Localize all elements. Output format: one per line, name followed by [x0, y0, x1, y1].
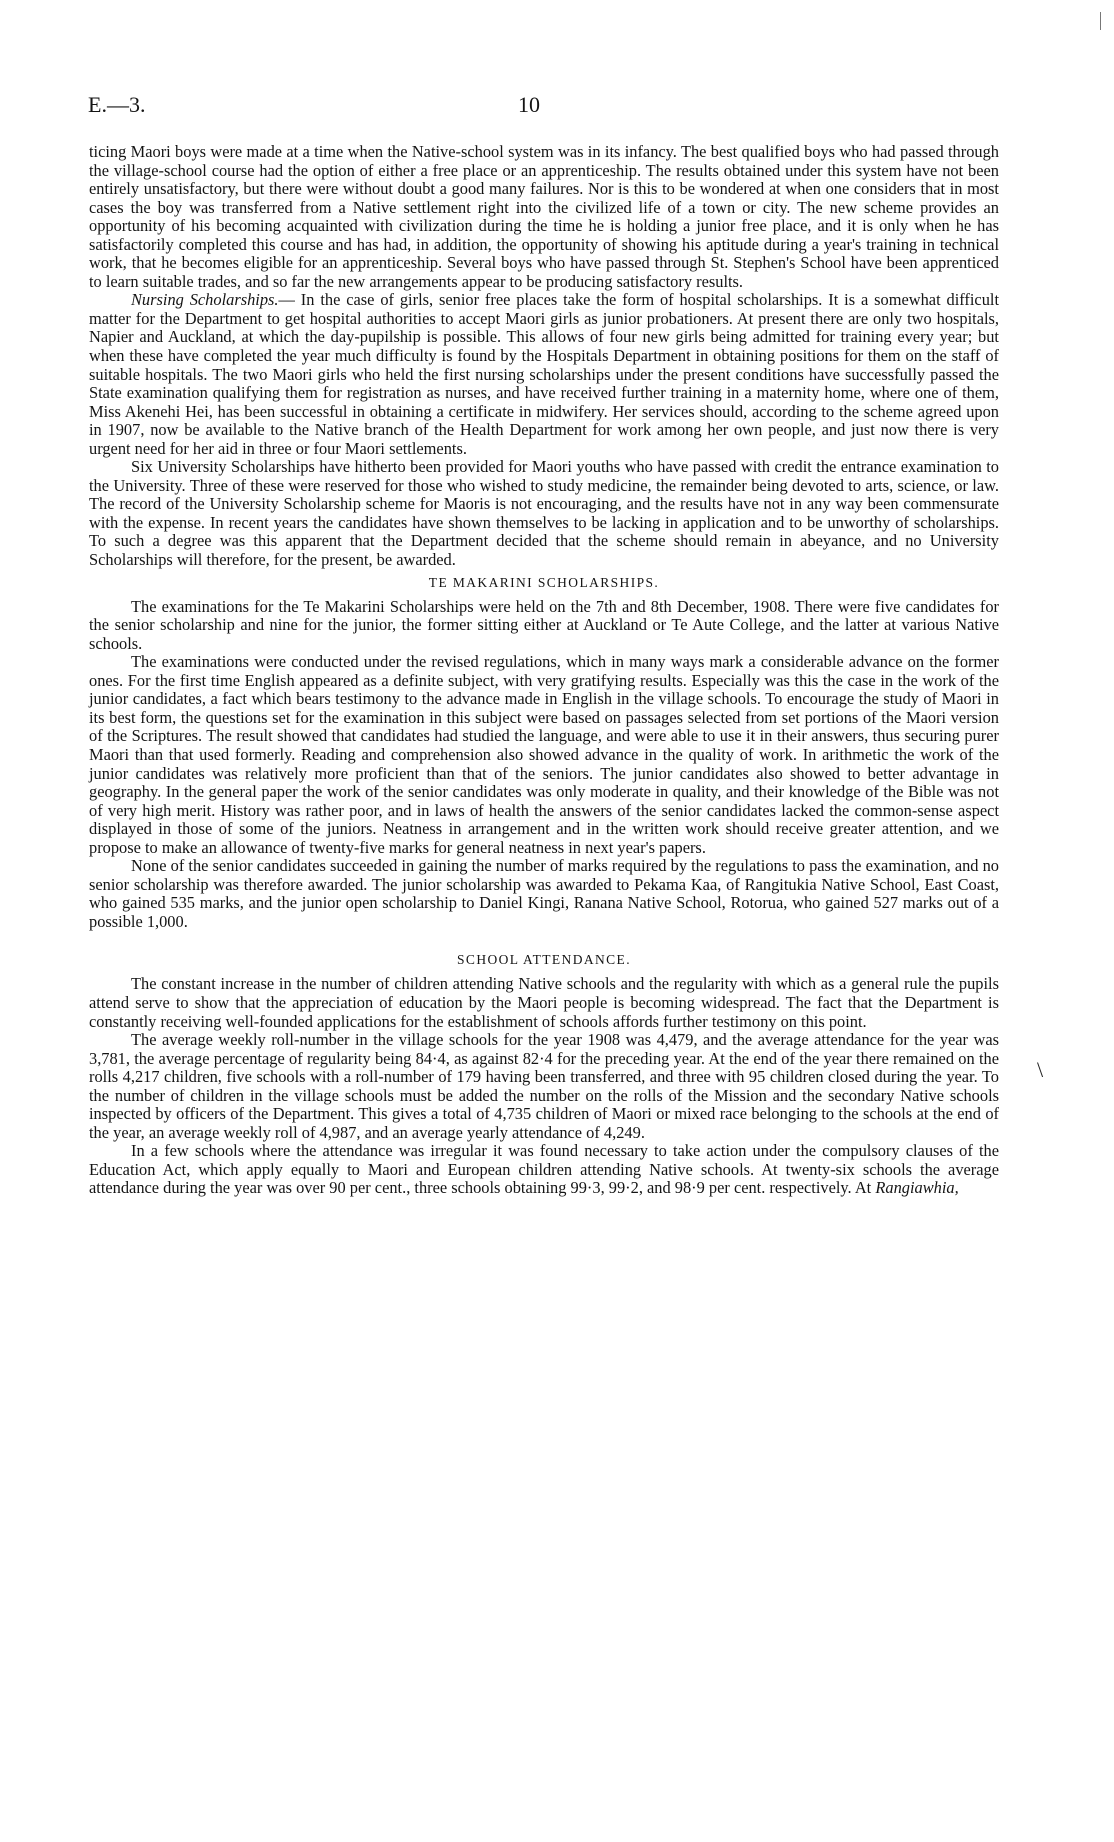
heading-te-makarini-scholarships: TE MAKARINI SCHOLARSHIPS. [428, 574, 660, 590]
paragraph-te-makarini-regulations: The examinations were conducted under the revised regulations, which in many ways mark a considerable advance on the former ones. For the first time English appeared as a definite subject, with very gratifying results. Especially was this the case in the work of the junior candidates, a fact which bears testimony to the advance made in English in the village schools. To encourage the study of Maori in its best form, the questions set for the examination in this subject were based on passages selected from set portions of the Maori version of the Scriptures. The result showed that candidates had studied the language, and were able to use it in their answers, thus securing purer Maori than that used formerly. Reading and comprehension also showed advance in the quality of work. In arithmetic the work of the junior candidates was relatively more proficient than that of the seniors. The junior candidates also showed to better advantage in geography. In the general paper the work of the senior candidates was only moderate in quality, and their knowledge of the Bible was not of very high merit. History was rather poor, and in laws of health the answers of the senior candidates lacked the common-sense aspect displayed in those of some of the juniors. Neatness in arrangement and in the written work should receive greater attention, and we propose to make an allowance of twenty-five marks for general neatness in next year's papers. [89, 652, 999, 857]
paragraph-te-makarini-exams: The examinations for the Te Makarini Scholarships were held on the 7th and 8th December, 1908. There were five candidates for the senior scholarship and nine for the junior, the former sitting either at Auckland or Te Aute College, and the latter at various Native schools. [89, 596, 999, 653]
page-edge-mark [1100, 12, 1101, 30]
nursing-scholarships-lead: Nursing Scholarships. [131, 290, 279, 310]
page-number: 10 [518, 92, 540, 117]
attendance-compulsory-text: In a few schools where the attendance was irregular it was found necessary to take action under the compulsory clauses of the Education Act, which apply equally to Maori and European children attending Native schools. At twenty-six schools the average attendance during the year was over 90 per cent., three schools obtaining 99·3, 99·2, and 98·9 per cent. respectively. At [89, 1141, 999, 1198]
paragraph-te-makarini-results: None of the senior candidates succeeded in gaining the number of marks required by the regulations to pass the examination, and no senior scholarship was therefore awarded. The junior scholarship was awarded to Pekama Kaa, of Rangitukia Native School, East Coast, who gained 535 marks, and the junior open scholarship to Daniel Kingi, Ranana Native School, Rotorua, who gained 527 marks out of a possible 1,000. [89, 856, 999, 931]
nursing-scholarships-text: — In the case of girls, senior free places take the form of hospital scholarships. It is a somewhat difficult matter for the Department to get hospital authorities to accept Maori girls as junior probationers. At present there are only two hospitals, Napier and Auckland, at which the day-pupilship is possible. This allows of four new girls being admitted for training every year; but when these have completed the year much difficulty is found by the Hospitals Department in obtaining positions for them on the staff of suitable hospitals. The two Maori girls who held the first nursing scholarships under the present conditions have successfully passed the State examination qualifying them for registration as nurses, and have received further training in a maternity home, where one of them, Miss Akenehi Hei, has been successful in obtaining a certificate in midwifery. Her services should, according to the scheme agreed upon in 1907, now be available to the Native branch of the Health Department for work among her own people, and just now there is very urgent need for her aid in three or four Maori settlements. [89, 290, 1000, 458]
paragraph-attendance-increase: The constant increase in the number of children attending Native schools and the regularity with which as a general rule the pupils attend serve to show that the appreciation of education by the Maori people is becoming widespread. The fact that the Department is constantly receiving well-founded applications for the establishment of schools affords further testimony on this point. [89, 974, 999, 1031]
paragraph-attendance-figures: The average weekly roll-number in the village schools for the year 1908 was 4,479, and the average attendance for the year was 3,781, the average percentage of regularity being 84·4, as against 82·4 for the preceding year. At the end of the year there remained on the rolls 4,217 children, five schools with a roll-number of 179 having been transferred, and three with 95 children closed during the year. To the number of children in the village schools must be added the number on the rolls of the Mission and the secondary Native schools inspected by officers of the Department. This gives a total of 4,735 children of Maori or mixed race belonging to the schools at the end of the year, an average weekly roll of 4,987, and an average yearly attendance of 4,249. [89, 1030, 999, 1142]
body-text [89, 143, 999, 1198]
paragraph-nursing-scholarships [89, 291, 999, 458]
paragraph-university-scholarships: Six University Scholarships have hitherto been provided for Maori youths who have passed with credit the entrance examination to the University. Three of these were reserved for those who wished to study medicine, the remainder being devoted to arts, science, or law. The record of the University Scholarship scheme for Maoris is not encouraging, and the results have not in any way been commensurate with the expense. In recent years the candidates have shown themselves to be lacking in application and to be unworthy of scholarships. To such a degree was this apparent that the Department decided that the scheme should remain in abeyance, and no University Scholarships will therefore, for the present, be awarded. [89, 457, 999, 570]
closing-place-name: Rangiawhia, [875, 1178, 959, 1198]
heading-school-attendance: SCHOOL ATTENDANCE. [457, 952, 631, 968]
document-reference: E.—3. [88, 92, 146, 117]
paragraph-continuation: ticing Maori boys were made at a time when the Native-school system was in its infancy. The best qualified boys who had passed through the village-school course had the option of either a free place or an apprenticeship. The results obtained under this system have not been entirely unsatisfactory, but there were without doubt a good many failures. Nor is this to be wondered at when one considers that in most cases the boy was transferred from a Native settlement right into the civilized life of a town or city. The new scheme provides an opportunity of his becoming acquainted with civilization during the time he is holding a junior free place, and it is only when he has satisfactorily completed this course and has had, in addition, the opportunity of showing his aptitude during a year's training in technical work, that he becomes eligible for an apprenticeship. Several boys who have passed through St. Stephen's School have been apprenticed to learn suitable trades, and so far the new arrangements appear to be producing satisfactory results. [89, 142, 999, 291]
page-header [88, 92, 1000, 120]
paragraph-attendance-compulsory [89, 1142, 999, 1198]
stray-ink-mark: \ [1037, 1057, 1044, 1082]
